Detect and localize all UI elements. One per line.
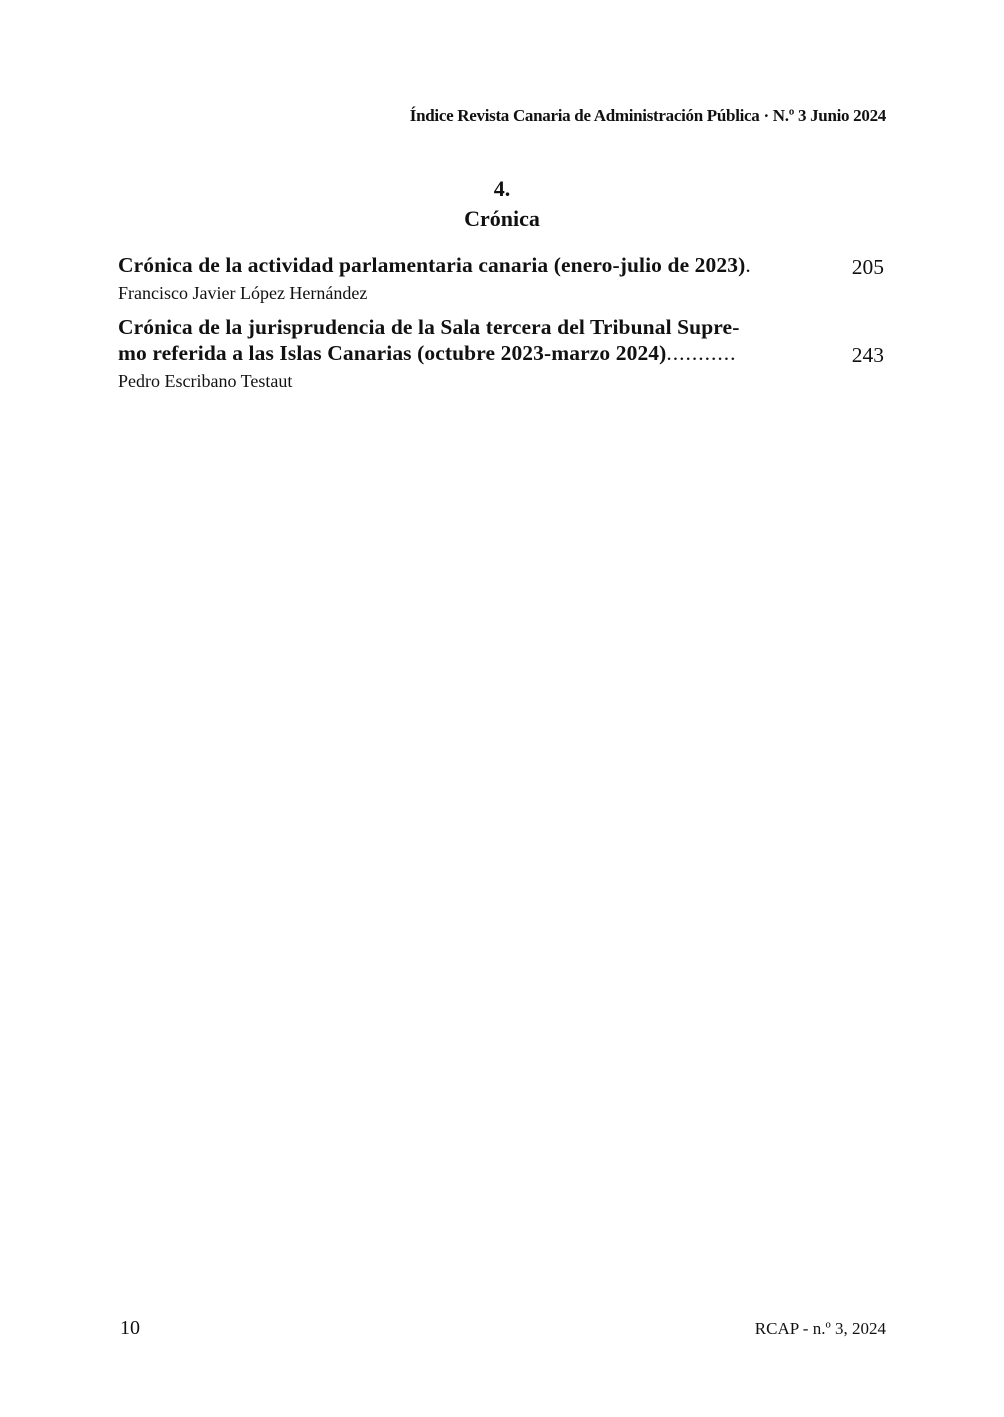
journal-reference: RCAP - n.º 3, 2024 [754, 1319, 886, 1338]
running-header: Índice Revista Canaria de Administración Pública · N.º 3 Junio 2024 [409, 106, 886, 125]
toc-entry-author: Francisco Javier López Hernández [118, 283, 368, 303]
toc-entry-title-line[interactable]: Crónica de la jurisprudencia de la Sala tercera del Tribunal Supre- [118, 315, 740, 339]
dot-leader: ........... [666, 341, 737, 365]
section-title: Crónica [464, 206, 540, 231]
toc-entry[interactable] [118, 314, 886, 396]
dot-leader: . [745, 253, 752, 277]
toc-entry-title[interactable] [118, 314, 798, 366]
table-of-contents [118, 252, 886, 402]
toc-entry-page[interactable]: 205 [851, 255, 884, 279]
section-number: 4. [493, 176, 511, 201]
toc-entry[interactable] [118, 252, 886, 308]
toc-entry-title-line[interactable]: Crónica de la actividad parlamentaria canaria (enero-julio de 2023) [118, 253, 746, 277]
page-number: 10 [120, 1317, 140, 1339]
toc-entry-title[interactable] [118, 252, 798, 278]
toc-entry-page[interactable]: 243 [851, 343, 884, 367]
section-heading [0, 174, 1004, 234]
toc-entry-author: Pedro Escribano Testaut [118, 371, 293, 391]
toc-entry-title-line[interactable]: mo referida a las Islas Canarias (octubre 2023-marzo 2024) [118, 341, 667, 365]
